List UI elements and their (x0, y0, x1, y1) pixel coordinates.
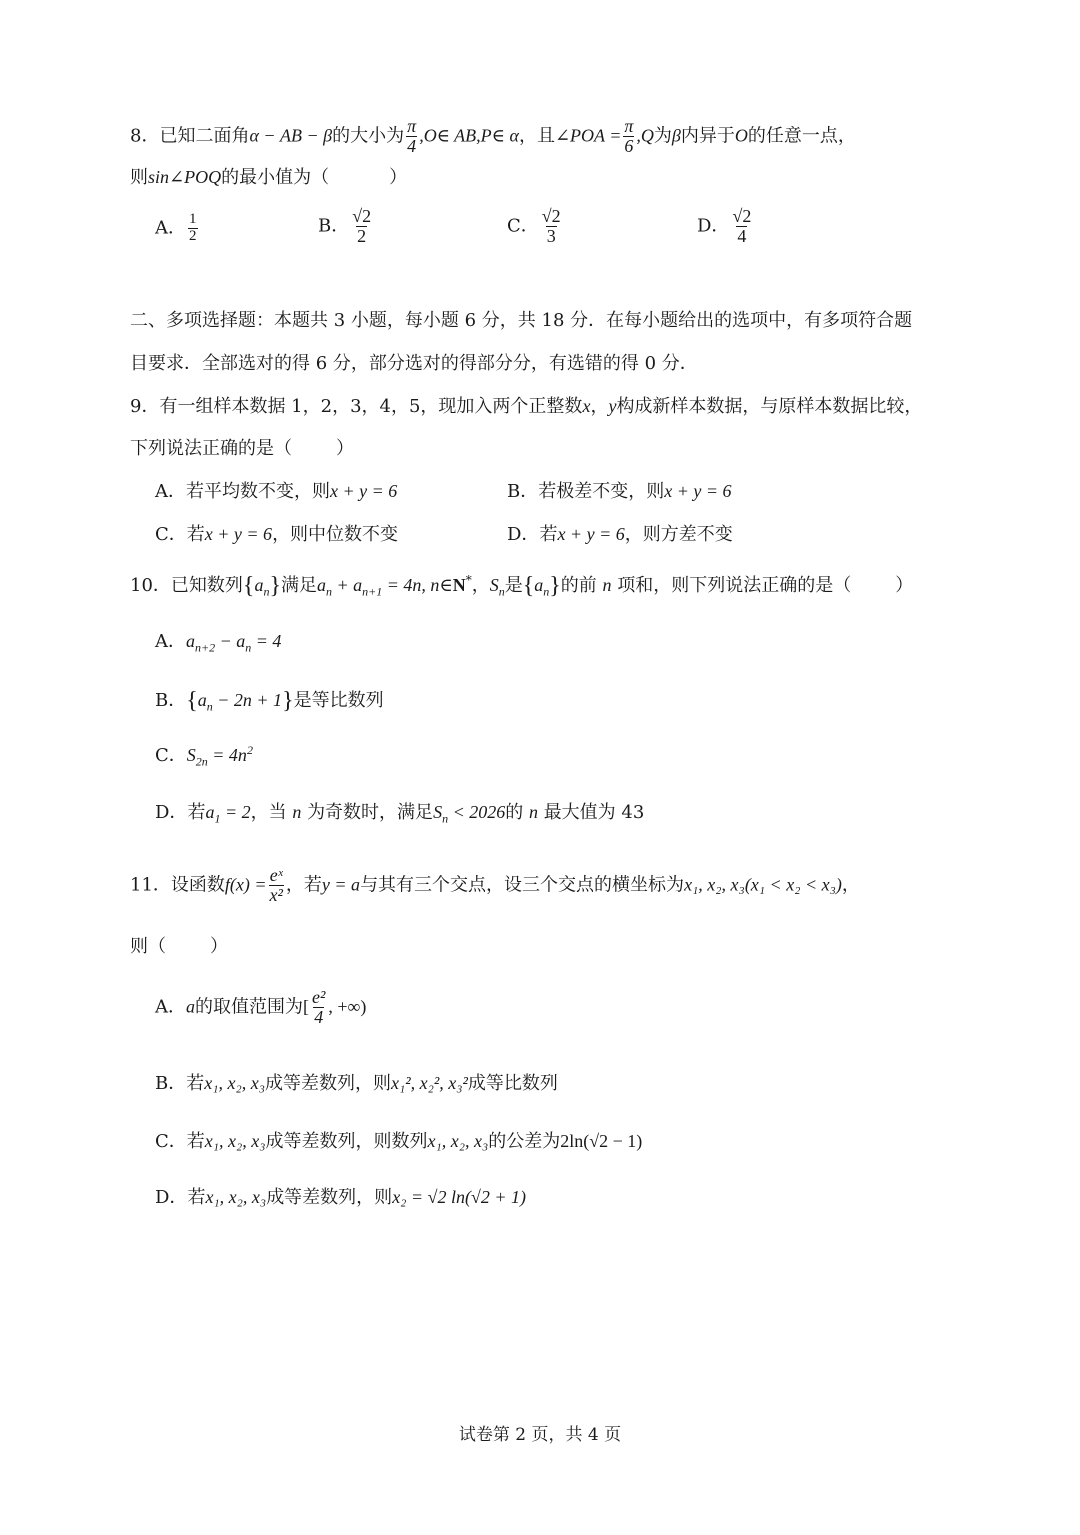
option-label: D． (155, 1187, 188, 1208)
option-text: 最大值为 43 (543, 802, 645, 823)
option-label: C． (507, 215, 539, 237)
q11-line1 (130, 866, 860, 905)
option-text: 的取值范围为 (195, 996, 303, 1018)
q9-line2 (130, 440, 354, 458)
q9-option-a[interactable] (155, 482, 397, 501)
q10-text: 是 (504, 575, 523, 596)
q10-set-n: N (452, 575, 466, 595)
option-bracket: [ (303, 996, 309, 1017)
q8-text: 则 (130, 167, 148, 188)
option-text: 的 (505, 802, 524, 823)
q10-star: * (465, 573, 472, 587)
option-text: ，当 (250, 802, 287, 823)
q11-fraction (269, 866, 284, 905)
option-text: 若 (539, 524, 558, 545)
option-label: A． (155, 996, 186, 1018)
q11-number: 11． (130, 874, 171, 896)
frac-den: 6 (624, 135, 634, 156)
section2-instructions-line2: 目要求．全部选对的得 6 分，部分选对的得部分分，有选错的得 0 分． (130, 353, 698, 374)
option-text: 为奇数时，满足 (307, 802, 434, 823)
option-math-tail: , +∞) (328, 996, 367, 1017)
frac-num: √2 (732, 206, 752, 226)
q11-text: 设函数 (170, 874, 225, 896)
q10-text: 已知数列 (170, 575, 243, 596)
option-fraction (188, 212, 198, 245)
option-label: C． (155, 1131, 187, 1152)
q8-math-sin: sin∠POQ (148, 167, 222, 187)
option-text: 若 (187, 1187, 206, 1208)
option-text: 的公差为 (488, 1131, 561, 1152)
frac-den: 4 (314, 1006, 324, 1027)
option-label: D． (507, 524, 540, 545)
q10-text: 项和，则下列说法正确的是（ (617, 575, 852, 596)
q8-fraction-pi-6 (623, 117, 634, 156)
option-text: 若 (187, 802, 206, 823)
option-math: x + y = 6 (330, 481, 398, 501)
q8-text: 内异于 (680, 125, 735, 147)
option-math: $S_{2n} = 4n^2$ (186, 743, 253, 769)
option-label: D． (697, 215, 730, 237)
option-math-exponent: 2 (246, 743, 253, 757)
q10-option-d[interactable] (155, 802, 645, 826)
q9-option-b[interactable] (507, 482, 732, 501)
q8-text: 的最小值为（ (221, 167, 330, 188)
q11-text: 则（ (130, 936, 166, 957)
option-math: $a_n - 2n + 1$ (197, 690, 283, 714)
option-math: $a_1 = 2$ (205, 802, 251, 826)
frac-num: 1 (189, 211, 197, 227)
q9-option-d[interactable] (507, 525, 733, 544)
frac-den: 2 (357, 225, 367, 246)
option-math: x + y = 6 (664, 481, 732, 501)
q11-option-b[interactable] (155, 1074, 558, 1093)
option-label: C． (155, 524, 187, 545)
option-text: ，则中位数不变 (272, 524, 399, 545)
q10-text: ） (895, 575, 914, 596)
q10-option-a[interactable] (155, 631, 282, 655)
q9-text: 9．有一组样本数据 1，2，3，4，5，现加入两个正整数 (130, 396, 583, 417)
q9-text: ， (590, 396, 609, 417)
frac-num: √2 (541, 206, 561, 226)
q9-text: ） (336, 438, 354, 459)
q8-line1 (130, 117, 856, 156)
q8-option-d[interactable] (697, 207, 754, 246)
option-text: 若 (186, 1131, 205, 1152)
option-var-n: n (292, 802, 302, 822)
option-math: 2ln(√2 − 1) (560, 1131, 643, 1151)
q11-math-f: f(x) = (224, 874, 267, 895)
option-math-inner: − 2n + 1 (212, 690, 283, 710)
frac-den: 4 (737, 225, 747, 246)
option-math: x + y = 6 (557, 524, 625, 544)
q11-line2 (130, 938, 228, 956)
option-math-value: < 2026 (448, 802, 506, 822)
q9-var-x: x (582, 396, 591, 416)
option-var-a: a (186, 996, 195, 1017)
q11-math-xs: x₁, x₂, x₃ (684, 874, 745, 895)
q8-text: 为 (653, 125, 672, 147)
option-fraction (311, 988, 326, 1027)
q11-text: 与其有三个交点，设三个交点的横坐标为 (360, 874, 685, 896)
q11-text: ） (210, 936, 228, 957)
option-text: 若 (186, 524, 205, 545)
q8-fraction-pi-4 (406, 117, 417, 156)
option-math: x₂ = √2 ln(√2 + 1) (392, 1187, 526, 1207)
q8-number: 8． (130, 125, 160, 147)
q10-number: 10． (130, 575, 171, 596)
option-label: D． (155, 802, 188, 823)
option-label: A． (155, 217, 186, 239)
page-footer: 试卷第 2 页，共 4 页 (458, 1425, 622, 1445)
q8-text: 已知二面角 (159, 125, 250, 147)
option-math-value: = 2 (220, 802, 251, 822)
option-var-n: n (528, 802, 538, 822)
option-text: 若极差不变，则 (538, 481, 665, 502)
q10-option-b[interactable]: B．$\{a_n - 2n + 1\}$是等比数列 (155, 688, 384, 714)
q8-math-angle: ∠POA = (554, 125, 622, 146)
q8-option-a[interactable] (155, 212, 200, 245)
frac-num: e² (312, 987, 326, 1007)
option-math: x₁, x₂, x₃ (204, 1131, 266, 1151)
q10-var-n: n (602, 575, 612, 595)
q8-option-c[interactable] (507, 207, 564, 246)
section2-instructions-line1: 二、多项选择题：本题共 3 小题，每小题 6 分，共 18 分．在每小题给出的选项中，有多项符合题 (130, 310, 913, 331)
q9-text: 下列说法正确的是（ (130, 438, 292, 459)
q10-text: 的前 (560, 575, 597, 596)
q8-math-point: ,O∈ AB,P∈ α (419, 125, 519, 146)
frac-den: 2 (189, 227, 197, 244)
option-math-rhs: = 4 (251, 631, 282, 651)
frac-num: π (407, 116, 417, 136)
frac-num: π (624, 116, 634, 136)
q10-text: 满足 (280, 575, 317, 596)
frac-den: 3 (546, 225, 556, 246)
q11-option-c[interactable] (155, 1132, 642, 1151)
q11-math-y: y = a (321, 874, 361, 895)
option-label: B． (155, 1073, 187, 1094)
q11-math-ineq: (x₁ < x₂ < x₃) (744, 874, 842, 895)
q8-math-dihedral: α − AB − β (249, 125, 333, 146)
q8-text: 的大小为 (332, 125, 405, 147)
frac-den: x² (269, 884, 283, 905)
q11-text: ， (841, 874, 860, 896)
frac-den: 4 (407, 135, 417, 156)
option-text: 成等比数列 (467, 1073, 558, 1094)
option-label: B． (155, 690, 187, 711)
q8-text: ） (389, 167, 408, 188)
q10-option-c[interactable] (155, 743, 253, 769)
q9-line1 (130, 397, 922, 416)
option-math: x₁², x₂², x₃² (390, 1073, 468, 1093)
q11-option-d[interactable] (155, 1188, 526, 1207)
q11-text: ，若 (285, 874, 322, 896)
q8-math-beta: β (671, 125, 681, 146)
frac-num: √2 (352, 206, 372, 226)
option-fraction (541, 207, 562, 246)
option-fraction (731, 207, 752, 246)
option-text: 成等差数列，则 (266, 1187, 393, 1208)
q9-text: 构成新样本数据，与原样本数据比较， (616, 396, 923, 417)
option-math-rhs: = 4n (207, 745, 247, 765)
q9-option-c[interactable] (155, 525, 398, 544)
option-math: x₁, x₂, x₃ (205, 1187, 267, 1207)
option-label: A． (155, 631, 186, 652)
q8-math-q: ,Q (636, 125, 654, 146)
option-text: 若平均数不变，则 (186, 481, 330, 502)
q8-text: ，且 (518, 125, 555, 147)
option-text: ，则方差不变 (624, 524, 733, 545)
q8-text: 的任意一点， (747, 125, 856, 147)
q9-var-y: y (608, 396, 617, 416)
q8-math-o: O (734, 125, 748, 146)
option-math: x + y = 6 (204, 524, 273, 544)
q11-option-a[interactable] (155, 988, 366, 1027)
q8-line2 (130, 168, 407, 187)
option-label: A． (155, 481, 186, 502)
option-fraction (351, 207, 372, 246)
option-math: x₁, x₂, x₃ (427, 1131, 489, 1151)
option-label: B． (318, 215, 350, 237)
option-text: 是等比数列 (293, 690, 384, 711)
option-text: 成等差数列，则数列 (265, 1131, 428, 1152)
option-label: B． (507, 481, 539, 502)
q8-option-b[interactable] (318, 207, 374, 246)
option-math: $a_{n+2} - a_n = 4$ (186, 631, 282, 655)
q10-math-rhs: = 4n, n∈ (382, 575, 453, 595)
option-math: x₁, x₂, x₃ (204, 1073, 265, 1093)
option-math: $S_n < 2026$ (433, 802, 506, 826)
option-text: 若 (186, 1073, 205, 1094)
q10-math-condition: $a_n + a_{n+1} = 4n$, n∈ (316, 575, 453, 599)
option-label: C． (155, 745, 187, 766)
frac-num: eˣ (269, 865, 283, 885)
q10-text: ， (471, 575, 490, 596)
option-text: 成等差数列，则 (264, 1073, 391, 1094)
q10-line1: 10．已知数列$\{a_n\}$满足$a_n + a_{n+1} = 4n$, n∈N*，$S_n$是$\{a_n\}$的前 n 项和，则下列说法正确的是（ ） (130, 573, 914, 599)
